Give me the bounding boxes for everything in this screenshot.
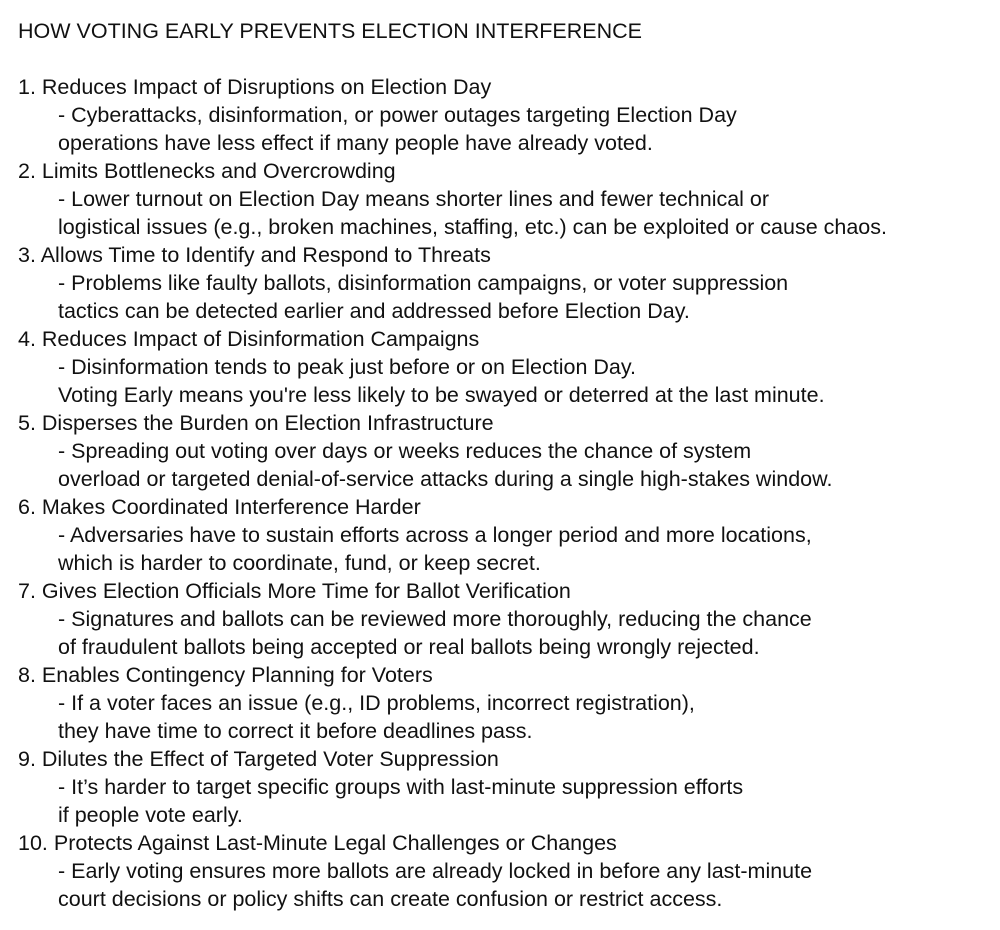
item-body <box>18 521 988 577</box>
item-line: court decisions or policy shifts can create confusion or restrict access. <box>58 887 723 911</box>
list-item <box>18 661 988 745</box>
item-heading: 7. Gives Election Officials More Time for Ballot Verification <box>18 579 571 603</box>
list-item <box>18 157 988 241</box>
item-line: they have time to correct it before deadlines pass. <box>58 719 533 743</box>
item-body <box>18 101 988 157</box>
item-line: Voting Early means you're less likely to be swayed or deterred at the last minute. <box>58 383 825 407</box>
item-line: - Adversaries have to sustain efforts across a longer period and more locations, <box>58 523 812 547</box>
list-item <box>18 73 988 157</box>
item-heading: 1. Reduces Impact of Disruptions on Election Day <box>18 75 492 99</box>
item-body <box>18 269 988 325</box>
item-body <box>18 185 988 241</box>
item-line: which is harder to coordinate, fund, or keep secret. <box>58 551 541 575</box>
list-item <box>18 577 988 661</box>
item-heading: 10. Protects Against Last-Minute Legal Challenges or Changes <box>18 831 617 855</box>
item-body <box>18 689 988 745</box>
item-heading: 2. Limits Bottlenecks and Overcrowding <box>18 159 396 183</box>
item-line: - Early voting ensures more ballots are already locked in before any last-minute <box>58 859 813 883</box>
item-line: - Signatures and ballots can be reviewed more thoroughly, reducing the chance <box>58 607 812 631</box>
item-line: - Lower turnout on Election Day means shorter lines and fewer technical or <box>58 187 770 211</box>
item-line: if people vote early. <box>58 803 243 827</box>
list-item <box>18 829 988 913</box>
item-body <box>18 437 988 493</box>
item-heading: 9. Dilutes the Effect of Targeted Voter Suppression <box>18 747 499 771</box>
list-item <box>18 493 988 577</box>
item-body <box>18 353 988 409</box>
list-item <box>18 745 988 829</box>
item-line: of fraudulent ballots being accepted or real ballots being wrongly rejected. <box>58 635 760 659</box>
item-heading: 8. Enables Contingency Planning for Voters <box>18 663 433 687</box>
item-body <box>18 773 988 829</box>
item-line: logistical issues (e.g., broken machines, staffing, etc.) can be exploited or cause chaos. <box>58 215 887 239</box>
item-heading: 4. Reduces Impact of Disinformation Campaigns <box>18 327 480 351</box>
item-line: - Disinformation tends to peak just before or on Election Day. <box>58 355 637 379</box>
item-body <box>18 857 988 913</box>
item-line: tactics can be detected earlier and addressed before Election Day. <box>58 299 690 323</box>
item-body <box>18 605 988 661</box>
item-heading: 5. Disperses the Burden on Election Infrastructure <box>18 411 494 435</box>
page-title: HOW VOTING EARLY PREVENTS ELECTION INTERFERENCE <box>18 19 642 43</box>
item-heading: 3. Allows Time to Identify and Respond to Threats <box>18 243 491 267</box>
list-item <box>18 409 988 493</box>
item-line: - It’s harder to target specific groups with last-minute suppression efforts <box>58 775 744 799</box>
item-line: - Spreading out voting over days or weeks reduces the chance of system <box>58 439 752 463</box>
item-line: - Problems like faulty ballots, disinformation campaigns, or voter suppression <box>58 271 789 295</box>
reasons-list <box>18 73 988 913</box>
list-item <box>18 241 988 325</box>
list-item <box>18 325 988 409</box>
item-line: - Cyberattacks, disinformation, or power outages targeting Election Day <box>58 103 737 127</box>
item-heading: 6. Makes Coordinated Interference Harder <box>18 495 421 519</box>
item-line: operations have less effect if many people have already voted. <box>58 131 653 155</box>
item-line: overload or targeted denial-of-service attacks during a single high-stakes window. <box>58 467 833 491</box>
item-line: - If a voter faces an issue (e.g., ID problems, incorrect registration), <box>58 691 695 715</box>
